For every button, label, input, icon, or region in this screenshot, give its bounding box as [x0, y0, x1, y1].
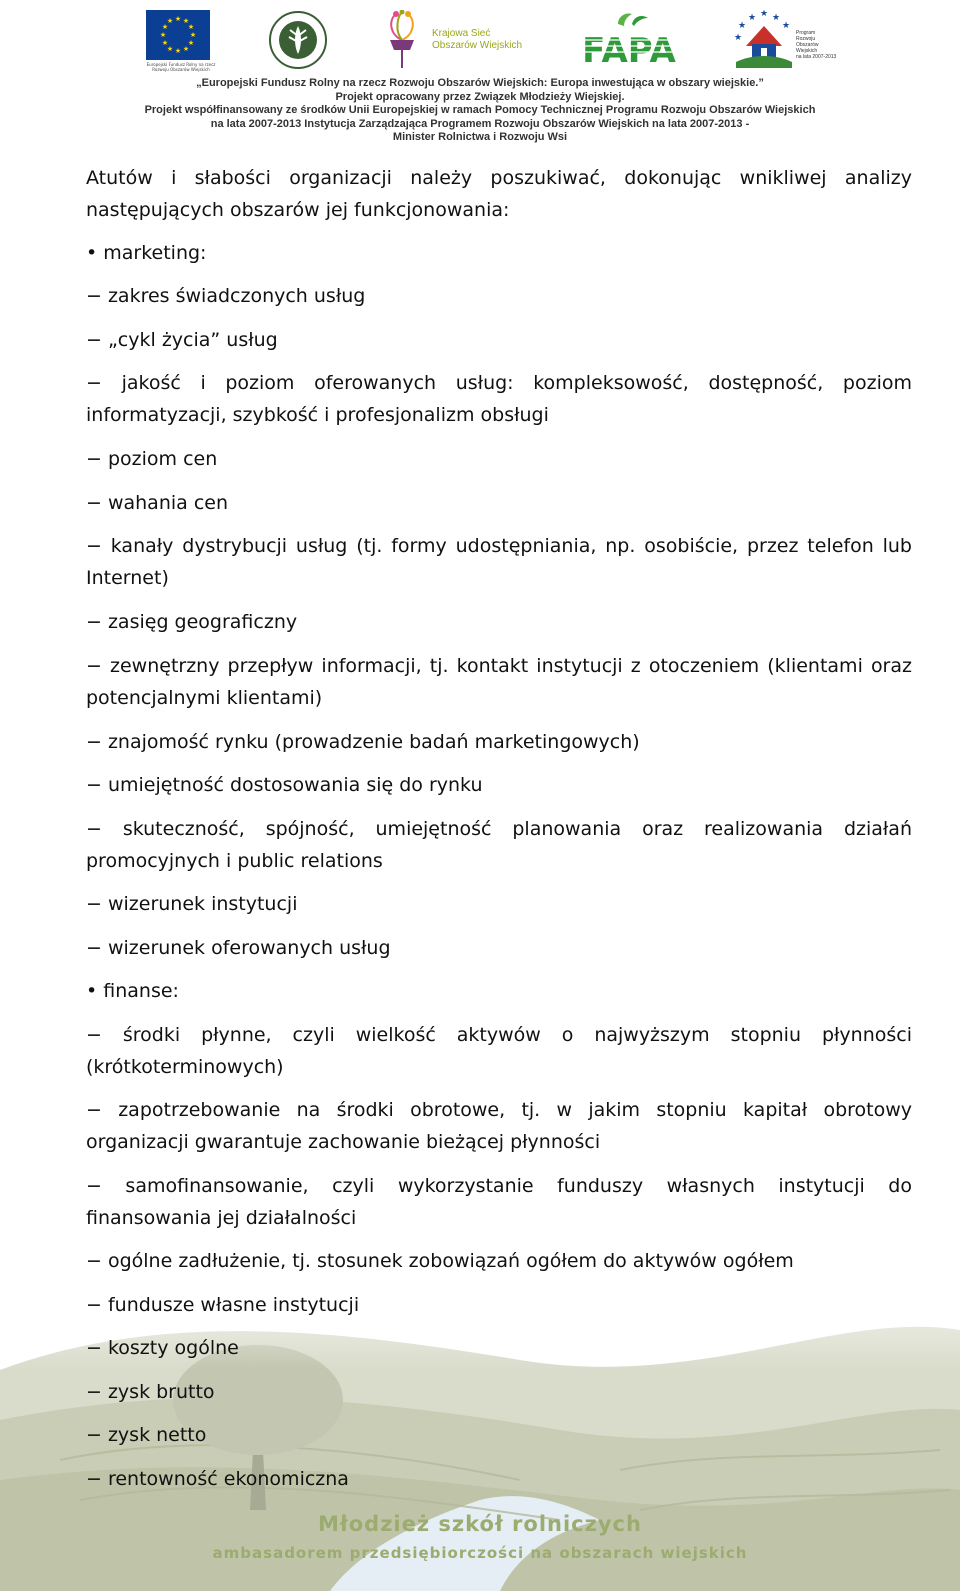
- eu-flag-logo: [146, 10, 210, 60]
- marketing-heading: • marketing:: [86, 242, 207, 264]
- marketing-item: − wizerunek instytucji: [86, 893, 298, 915]
- prow-logo-text: [796, 30, 836, 60]
- svg-text:★: ★: [166, 17, 174, 25]
- svg-text:★: ★: [737, 21, 747, 31]
- header-line-2: Projekt opracowany przez Związek Młodzieży Wiejskiej.: [335, 90, 625, 103]
- page-header: [0, 0, 960, 160]
- document-body: [86, 162, 912, 1495]
- marketing-item: − zakres świadczonych usług: [86, 285, 366, 307]
- svg-text:★: ★: [182, 45, 190, 53]
- ksow-logo-text: [432, 28, 522, 52]
- footer-slogan-title: Młodzież szkół rolniczych: [318, 1512, 642, 1536]
- header-line-4: na lata 2007-2013 Instytucja Zarządzająca Programem Rozwoju Obszarów Wiejskich na lata 2007-2013 -: [210, 117, 750, 130]
- marketing-item: − zasięg geograficzny: [86, 611, 298, 633]
- prow-logo-text-line3: Obszarów: [796, 42, 819, 48]
- finance-item: − rentowność ekonomiczna: [86, 1468, 349, 1490]
- svg-text:★: ★: [759, 10, 769, 19]
- svg-text:★: ★: [174, 15, 182, 23]
- svg-text:★: ★: [159, 31, 167, 39]
- ministry-logo: [268, 10, 328, 70]
- header-funding-text: [0, 77, 960, 145]
- finance-item: − zapotrzebowanie na środki obrotowe, tj. w jakim stopniu kapitał obrotowy organizacji gwarantuje zachowanie bieżącej płynności: [86, 1099, 912, 1153]
- svg-text:★: ★: [166, 45, 174, 53]
- svg-text:★: ★: [187, 39, 195, 47]
- svg-text:★: ★: [771, 13, 781, 23]
- finance-item: − zysk brutto: [86, 1381, 215, 1403]
- footer-slogan-subtitle: ambasadorem przedsiębiorczości na obszarach wiejskich: [212, 1544, 748, 1562]
- marketing-item: − jakość i poziom oferowanych usług: kompleksowość, dostępność, poziom informatyzacji, szybkość i profesjonalizm obsługi: [86, 372, 912, 426]
- fapa-logo: [574, 10, 684, 70]
- svg-text:★: ★: [781, 21, 791, 31]
- svg-text:★: ★: [747, 13, 757, 23]
- eu-flag-caption: Europejski Fundusz Rolny na rzecz Rozwoju Obszarów Wiejskich: [146, 62, 216, 72]
- finance-item: − samofinansowanie, czyli wykorzystanie funduszy własnych instytucji do finansowania jej działalności: [86, 1175, 912, 1229]
- marketing-item: − poziom cen: [86, 448, 218, 470]
- svg-text:★: ★: [161, 23, 169, 31]
- intro-paragraph: Atutów i słabości organizacji należy poszukiwać, dokonując wnikliwej analizy następujących obszarów jej funkcjonowania:: [86, 167, 912, 221]
- finance-item: − środki płynne, czyli wielkość aktywów o najwyższym stopniu płynności (krótkoterminowych): [86, 1024, 912, 1078]
- prow-logo-text-line1: Program: [796, 30, 816, 36]
- finance-item: − fundusze własne instytucji: [86, 1294, 360, 1316]
- svg-text:★: ★: [161, 39, 169, 47]
- svg-text:★: ★: [189, 31, 197, 39]
- marketing-item: − zewnętrzny przepływ informacji, tj. kontakt instytucji z otoczeniem (klientami oraz potencjalnymi klientami): [86, 655, 912, 709]
- ksow-logo-text-line1: Krajowa Sieć: [432, 28, 491, 39]
- marketing-item: − „cykl życia” usług: [86, 329, 278, 351]
- ksow-logo-text-line2: Obszarów Wiejskich: [432, 40, 523, 51]
- header-line-3: Projekt współfinansowany ze środków Unii Europejskiej w ramach Pomocy Technicznej Programu Rozwoju Obszarów Wiejskich: [144, 104, 816, 116]
- marketing-item: − wahania cen: [86, 492, 229, 514]
- prow-logo-text-line5: na lata 2007-2013: [796, 54, 837, 60]
- marketing-item: − znajomość rynku (prowadzenie badań marketingowych): [86, 731, 640, 753]
- svg-text:★: ★: [174, 47, 182, 55]
- marketing-item: − wizerunek oferowanych usług: [86, 937, 391, 959]
- fapa-logo-text: FAPA: [582, 31, 676, 70]
- svg-text:★: ★: [733, 33, 743, 43]
- finance-item: − koszty ogólne: [86, 1337, 239, 1359]
- prow-logo-text-line2: Rozwoju: [796, 36, 816, 42]
- marketing-item: − umiejętność dostosowania się do rynku: [86, 774, 483, 796]
- finance-item: − zysk netto: [86, 1424, 207, 1446]
- marketing-item: − skuteczność, spójność, umiejętność planowania oraz realizowania działań promocyjnych i public relations: [86, 818, 912, 872]
- prow-logo-text-line4: Wiejskich: [796, 48, 818, 54]
- header-line-5: Minister Rolnictwa i Rozwoju Wsi: [392, 131, 568, 143]
- marketing-item: − kanały dystrybucji usług (tj. formy udostępniania, np. osobiście, przez telefon lub Internet): [86, 535, 912, 589]
- header-line-1: „Europejski Fundusz Rolny na rzecz Rozwoju Obszarów Wiejskich: Europa inwestująca w obszary wiejskie.”: [196, 77, 764, 89]
- finance-heading: • finanse:: [86, 980, 179, 1002]
- svg-text:★: ★: [182, 17, 190, 25]
- svg-text:★: ★: [187, 23, 195, 31]
- finance-item: − ogólne zadłużenie, tj. stosunek zobowiązań ogółem do aktywów ogółem: [86, 1250, 794, 1272]
